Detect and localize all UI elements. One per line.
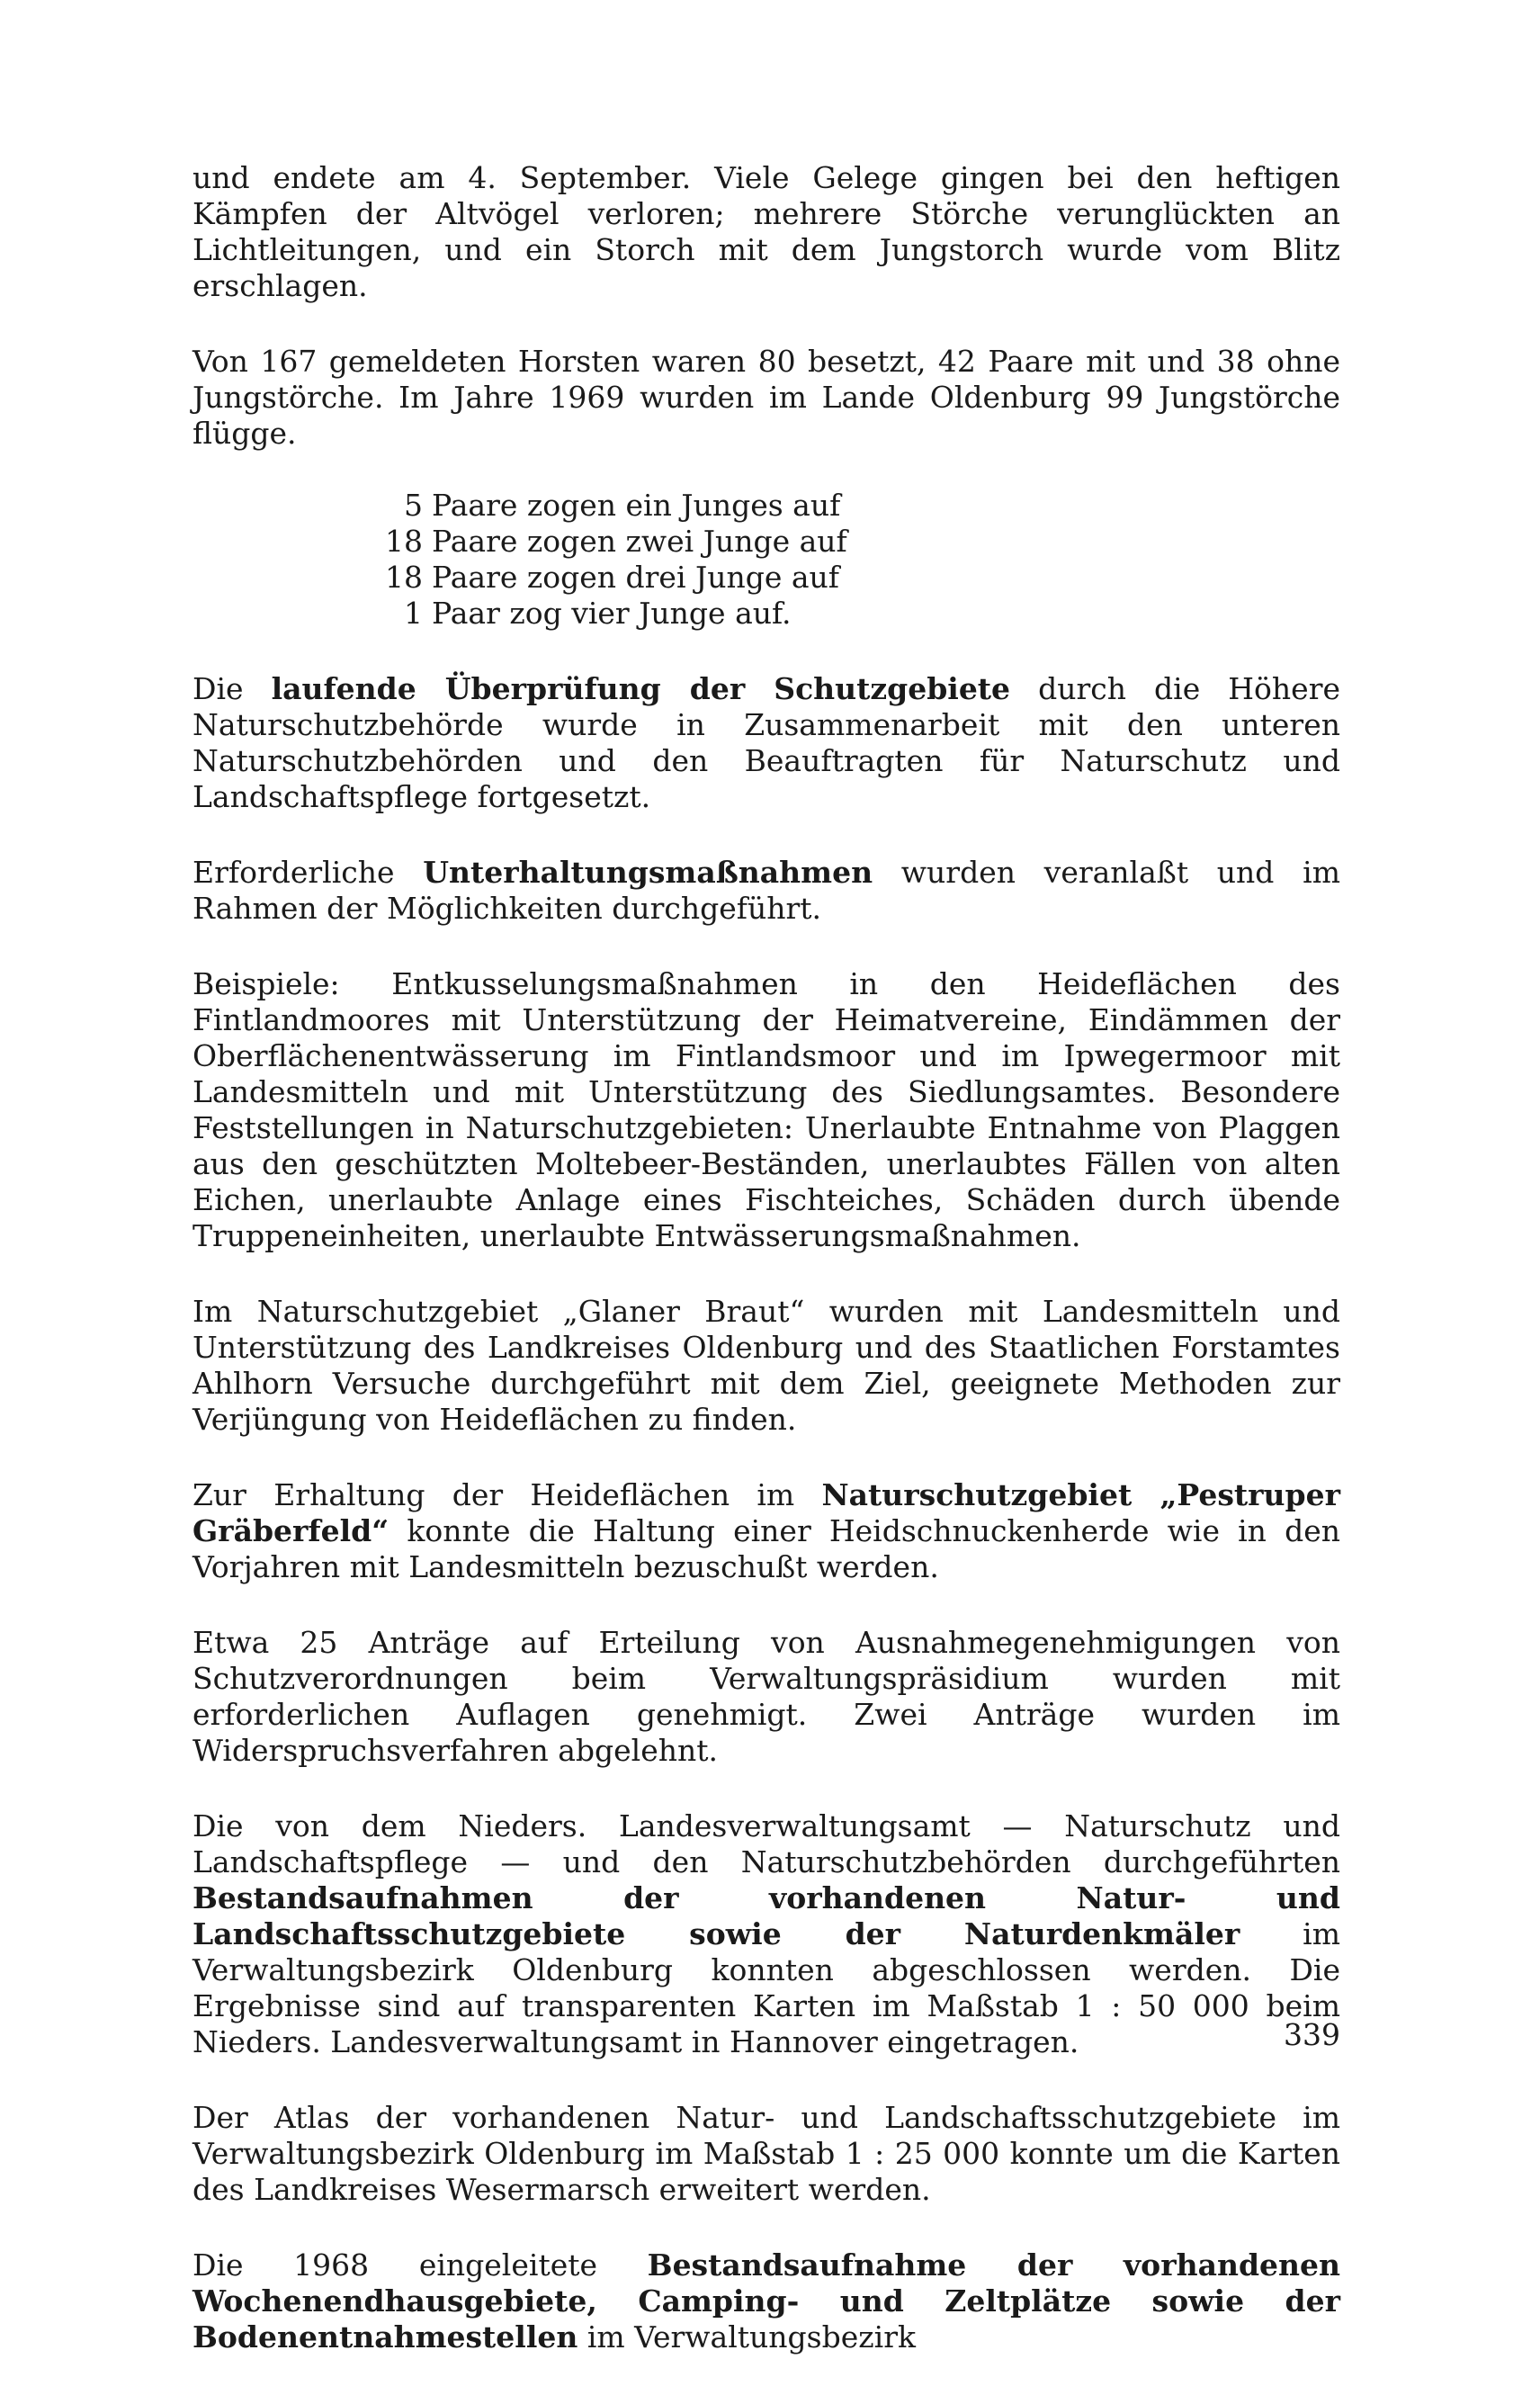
text-run: Von 167 gemeldeten Horsten waren 80 besetzt, 42 Paare mit und 38 ohne Jungstörche. Im Jahre 1969 wurden im Lande Oldenburg 99 Jungstörche flügge. [192,344,1340,451]
paragraph-p8 [192,1625,1340,1769]
text-run: Die 1968 eingeleitete [192,2247,648,2283]
paragraph-p4 [192,855,1340,927]
paragraph-p6 [192,1294,1340,1438]
list-item-text: Paare zogen zwei Junge auf [432,524,847,559]
paragraph-p9 [192,1808,1340,2060]
text-run: durch die Höhere Naturschutzbehörde wurde in Zusammenarbeit mit den unteren Naturschutzbehörden und den Beauftragten für Naturschutz und Landschaftspflege fortgesetzt. [192,671,1340,814]
text-run: Beispiele: Entkusselungsmaßnahmen in den Heideflächen des Fintlandmoores mit Unterstützung der Heimatvereine, Eindämmen der Oberflächenentwässerung im Fintlandsmoor und im Ipwegermoor mit Landesmitteln und mit Unterstützung des Siedlungsamtes. Besondere Feststellungen in Naturschutzgebieten: Unerlaubte Entnahme von Plaggen aus den geschützten Moltebeer-Beständen, unerlaubtes Fällen von alten Eichen, unerlaubte Anlage eines Fischteiches, Schäden durch übende Truppeneinheiten, unerlaubte Entwässerungsmaßnahmen. [192,966,1340,1253]
text-run: konnte die Haltung einer Heidschnuckenherde wie in den Vorjahren mit Landesmitteln bezuschußt werden. [192,1513,1340,1584]
list-item [378,560,1340,596]
list-item-count: 18 [385,560,423,595]
bold-phrase: Bestandsaufnahmen der vorhandenen Natur- und Landschaftsschutzgebiete sowie der Naturdenkmäler [192,1880,1340,1951]
list-item [378,596,1340,632]
text-run: wurden veranlaßt und im Rahmen der Möglichkeiten durchgeführt. [192,855,1340,926]
text-run: Erforderliche [192,855,424,890]
text-run: im Verwaltungsbezirk [578,2319,916,2355]
page-body [192,160,1340,2395]
text-run: Die von dem Nieders. Landesverwaltungsamt — Naturschutz und Landschaftspflege — und den Naturschutzbehörden durchgeführten [192,1808,1340,1879]
paragraph-p7 [192,1477,1340,1585]
paragraphs-before-list [192,160,1340,452]
list-item [378,488,1340,524]
text-run: Im Naturschutzgebiet „Glaner Braut“ wurden mit Landesmitteln und Unterstützung des Landkreises Oldenburg und des Staatlichen Forstamtes Ahlhorn Versuche durchgeführt mit dem Ziel, geeignete Methoden zur Verjüngung von Heideflächen zu finden. [192,1294,1340,1437]
text-run: Der Atlas der vorhandenen Natur- und Landschaftsschutzgebiete im Verwaltungsbezirk Oldenburg im Maßstab 1 : 25 000 konnte um die Karten des Landkreises Wesermarsch erweitert werden. [192,2100,1340,2207]
list-item-count: 1 [404,596,423,631]
paragraph-p11 [192,2247,1340,2355]
list-item [378,524,1340,560]
bold-phrase: Bestandsaufnahme der vorhandenen Wochenendhausgebiete, Camping- und Zeltplätze sowie der Bodenentnahmestellen [192,2247,1340,2355]
list-item-text: Paare zogen ein Junges auf [432,488,841,523]
page-number: 339 [1284,2017,1340,2052]
paragraph-p2 [192,344,1340,452]
paragraph-p3 [192,671,1340,815]
list-item-count: 5 [404,488,423,523]
brood-statistics-list [192,488,1340,632]
bold-phrase: Naturschutzgebiet „Pestruper Gräberfeld“ [192,1477,1341,1548]
bold-phrase: Unterhaltungsmaßnahmen [423,855,873,890]
paragraphs-after-list [192,671,1340,2355]
text-run: Die [192,671,272,706]
paragraph-p1 [192,160,1340,304]
text-run: und endete am 4. September. Viele Gelege gingen bei den heftigen Kämpfen der Altvögel verloren; mehrere Störche verunglückten an Lichtleitungen, und ein Storch mit dem Jungstorch wurde vom Blitz erschlagen. [192,160,1340,303]
paragraph-p5 [192,966,1340,1254]
list-item-text: Paar zog vier Junge auf. [432,596,792,631]
text-run: im Verwaltungsbezirk Oldenburg konnten abgeschlossen werden. Die Ergebnisse sind auf transparenten Karten im Maßstab 1 : 50 000 beim Nieders. Landesverwaltungsamt in Hannover eingetragen. [192,1916,1340,2059]
paragraph-p10 [192,2100,1340,2208]
list-item-count: 18 [385,524,423,559]
list-item-text: Paare zogen drei Junge auf [432,560,840,595]
bold-phrase: laufende Überprüfung der Schutzgebiete [271,671,1011,706]
text-run: Etwa 25 Anträge auf Erteilung von Ausnahmegenehmigungen von Schutzverordnungen beim Verwaltungspräsidium wurden mit erforderlichen Auflagen genehmigt. Zwei Anträge wurden im Widerspruchsverfahren abgelehnt. [192,1625,1340,1768]
text-run: Zur Erhaltung der Heideflächen im [192,1477,822,1512]
